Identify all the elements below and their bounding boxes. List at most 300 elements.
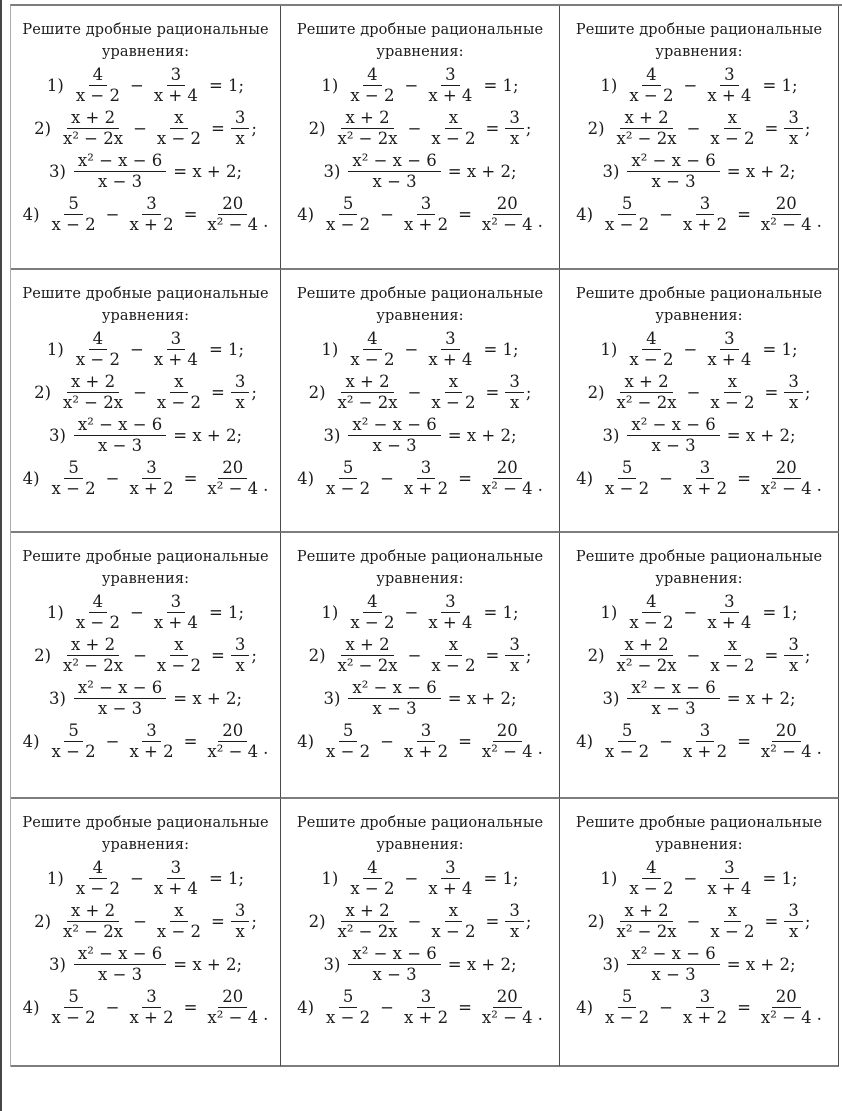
numerator: x + 2 — [620, 902, 672, 922]
numerator: 3 — [696, 459, 715, 479]
fraction — [125, 195, 177, 234]
fraction — [231, 373, 250, 412]
numerator: x² − x − 6 — [74, 945, 166, 965]
minus-operator: − — [105, 731, 120, 751]
equation-3 — [11, 677, 280, 720]
minus-operator: − — [686, 645, 701, 665]
fraction — [505, 636, 524, 675]
numerator: 3 — [505, 636, 524, 656]
equation-4-number: 4) — [576, 204, 594, 224]
equation-3 — [281, 677, 559, 720]
numerator: 4 — [363, 859, 382, 879]
equation-1 — [281, 857, 559, 900]
denominator: x + 4 — [428, 612, 473, 632]
minus-operator: − — [407, 118, 422, 138]
minus-operator: − — [659, 204, 673, 224]
fraction — [601, 459, 653, 498]
numerator: x — [170, 636, 187, 656]
fraction — [322, 459, 374, 498]
fraction — [59, 109, 127, 148]
fraction — [679, 195, 731, 234]
denominator: x + 2 — [129, 1007, 174, 1027]
worksheet-cell — [281, 270, 560, 533]
denominator: x − 3 — [98, 435, 143, 455]
equation-1-number: 1) — [46, 868, 64, 888]
equals-operator: = — [211, 118, 225, 138]
fraction — [334, 109, 402, 148]
fraction — [625, 859, 677, 898]
numerator: 20 — [218, 195, 247, 215]
numerator: 3 — [231, 902, 250, 922]
numerator: 4 — [642, 593, 661, 613]
equation-rhs: = x + 2; — [726, 161, 796, 181]
equals-operator: = — [737, 731, 751, 751]
fraction — [627, 152, 719, 191]
fraction — [150, 859, 202, 898]
title-line-1: Решите дробные рациональные — [575, 286, 823, 302]
worksheet-grid — [10, 4, 842, 1067]
denominator: x + 2 — [682, 1007, 728, 1027]
fraction — [153, 636, 205, 675]
minus-operator: − — [683, 75, 698, 95]
fraction — [346, 859, 398, 898]
fraction — [72, 66, 124, 105]
denominator: x − 2 — [326, 1007, 371, 1027]
equation-1-number: 1) — [321, 339, 339, 359]
equation-rhs: = x + 2; — [447, 954, 517, 974]
numerator: 3 — [784, 636, 803, 656]
denominator: x + 4 — [428, 85, 473, 105]
fraction — [348, 945, 440, 984]
minus-operator: − — [686, 118, 701, 138]
equals-operator: = — [211, 645, 225, 665]
fraction — [627, 679, 719, 718]
fraction — [757, 459, 816, 498]
equation-4 — [560, 720, 838, 763]
title-line-2: уравнения: — [376, 307, 464, 324]
numerator: 5 — [64, 722, 83, 742]
equation-4 — [11, 720, 280, 763]
fraction — [427, 109, 479, 148]
equation-terminator: ; — [525, 911, 532, 931]
equals-operator: = — [764, 645, 779, 665]
denominator: x − 2 — [431, 655, 476, 675]
equals-operator: = — [737, 204, 751, 224]
denominator: x − 2 — [350, 349, 395, 369]
denominator: x + 4 — [153, 85, 198, 105]
equation-2 — [11, 634, 280, 677]
equation-3 — [560, 150, 838, 193]
equation-2-number: 2) — [587, 382, 605, 402]
equals-operator: = — [764, 382, 779, 402]
numerator: x + 2 — [67, 109, 119, 129]
fraction — [706, 109, 758, 148]
minus-operator: − — [407, 382, 422, 402]
equation-2-number: 2) — [587, 118, 605, 138]
equation-4 — [281, 720, 559, 763]
title-line-2: уравнения: — [101, 570, 190, 587]
denominator: x − 3 — [372, 435, 417, 455]
minus-operator: − — [133, 382, 147, 402]
equals-operator: = — [458, 204, 472, 224]
fraction — [334, 636, 402, 675]
equals-operator: = — [485, 118, 500, 138]
denominator: x − 2 — [75, 85, 120, 105]
fraction — [679, 988, 731, 1027]
equation-3-number: 3) — [602, 954, 620, 974]
equation-2-number: 2) — [587, 911, 605, 931]
numerator: 3 — [142, 722, 161, 742]
denominator: x² − 2x — [63, 921, 124, 941]
fraction — [48, 459, 100, 498]
numerator: x — [724, 902, 741, 922]
minus-operator: − — [683, 602, 698, 622]
denominator: x − 2 — [710, 921, 755, 941]
equation-4 — [11, 193, 280, 236]
numerator: 5 — [64, 459, 83, 479]
equation-3-number: 3) — [602, 425, 620, 445]
equation-1 — [11, 64, 280, 107]
equation-1 — [560, 328, 838, 371]
equals-operator: = — [183, 731, 198, 751]
equation-3-number: 3) — [323, 688, 341, 708]
equation-rhs: = 1; — [208, 75, 245, 95]
equation-2-number: 2) — [308, 645, 326, 665]
worksheet-title — [11, 547, 280, 591]
numerator: 4 — [89, 593, 108, 613]
numerator: x — [445, 902, 462, 922]
equation-4-number: 4) — [22, 997, 40, 1017]
numerator: 4 — [89, 859, 108, 879]
numerator: 3 — [417, 195, 436, 215]
equation-terminator: ; — [525, 382, 532, 402]
title-line-2: уравнения: — [655, 43, 743, 60]
title-line-2: уравнения: — [655, 836, 743, 853]
numerator: 3 — [784, 902, 803, 922]
denominator: x − 2 — [51, 741, 96, 761]
equation-3-number: 3) — [323, 425, 341, 445]
equation-3 — [560, 943, 838, 986]
numerator: x + 2 — [341, 109, 393, 129]
denominator: x − 2 — [431, 921, 476, 941]
fraction — [59, 636, 127, 675]
denominator: x² − 4 — [207, 1007, 259, 1027]
numerator: 3 — [167, 593, 186, 613]
equation-1-number: 1) — [321, 75, 339, 95]
denominator: x − 2 — [326, 741, 371, 761]
fraction — [125, 988, 177, 1027]
fraction — [784, 373, 803, 412]
worksheet-cell — [11, 533, 281, 799]
minus-operator: − — [380, 731, 394, 751]
denominator: x² − 4 — [760, 478, 812, 498]
title-line-1: Решите дробные рациональные — [296, 286, 544, 302]
fraction — [322, 988, 374, 1027]
numerator: 20 — [218, 988, 247, 1008]
equation-1 — [281, 328, 559, 371]
worksheet-title — [11, 20, 280, 64]
denominator: x − 2 — [629, 612, 674, 632]
equation-4-number: 4) — [297, 468, 315, 488]
denominator: x + 2 — [403, 741, 449, 761]
equation-3 — [281, 943, 559, 986]
denominator: x + 2 — [129, 478, 174, 498]
equation-rhs: = 1; — [762, 75, 798, 95]
fraction — [348, 679, 440, 718]
equation-1 — [560, 64, 838, 107]
fraction — [613, 636, 681, 675]
numerator: 3 — [720, 66, 739, 86]
worksheet-title — [281, 547, 559, 591]
equals-operator: = — [737, 468, 751, 488]
numerator: 20 — [218, 722, 247, 742]
worksheet-cell — [560, 270, 839, 533]
numerator: 4 — [363, 66, 382, 86]
denominator: x − 3 — [651, 171, 696, 191]
equation-terminator: . — [816, 475, 822, 495]
fraction — [424, 66, 476, 105]
equation-terminator: ; — [251, 645, 257, 665]
numerator: 20 — [218, 459, 247, 479]
numerator: x — [724, 109, 741, 129]
fraction — [703, 859, 755, 898]
denominator: x² − 4 — [760, 741, 812, 761]
numerator: x + 2 — [341, 373, 393, 393]
equation-4-number: 4) — [576, 997, 594, 1017]
equation-3 — [11, 414, 280, 457]
page-left-edge — [0, 0, 2, 1111]
numerator: 3 — [720, 859, 739, 879]
fraction — [427, 902, 479, 941]
equation-1 — [560, 591, 838, 634]
equation-terminator: ; — [804, 645, 811, 665]
numerator: 3 — [231, 373, 250, 393]
equation-rhs: = x + 2; — [173, 688, 243, 708]
denominator: x + 4 — [428, 878, 473, 898]
numerator: 3 — [167, 330, 186, 350]
denominator: x — [235, 392, 245, 412]
numerator: x + 2 — [67, 636, 119, 656]
fraction — [400, 195, 452, 234]
fraction — [478, 988, 537, 1027]
equation-3 — [560, 677, 838, 720]
denominator: x − 2 — [350, 85, 395, 105]
denominator: x² − 4 — [207, 214, 259, 234]
equation-4-number: 4) — [297, 731, 315, 751]
equation-rhs: = x + 2; — [726, 425, 796, 445]
numerator: 3 — [696, 195, 715, 215]
equation-3-number: 3) — [602, 688, 620, 708]
denominator: x − 2 — [629, 85, 674, 105]
equation-rhs: = 1; — [483, 868, 519, 888]
minus-operator: − — [380, 204, 394, 224]
equation-2-number: 2) — [34, 382, 52, 402]
equation-terminator: ; — [525, 645, 532, 665]
denominator: x² − 4 — [207, 741, 259, 761]
equation-4 — [281, 193, 559, 236]
equation-1-number: 1) — [600, 868, 618, 888]
title-line-1: Решите дробные рациональные — [296, 549, 544, 565]
worksheet-cell — [281, 533, 560, 799]
equation-2 — [560, 900, 838, 943]
denominator: x − 2 — [156, 921, 202, 941]
numerator: x² − x − 6 — [348, 679, 440, 699]
numerator: 3 — [505, 902, 524, 922]
numerator: x² − x − 6 — [348, 152, 440, 172]
numerator: x² − x − 6 — [348, 416, 440, 436]
denominator: x² − 2x — [337, 921, 398, 941]
denominator: x − 3 — [372, 171, 417, 191]
title-line-2: уравнения: — [655, 570, 743, 587]
denominator: x² − 2x — [63, 655, 124, 675]
worksheet-cell — [11, 270, 281, 533]
numerator: 3 — [231, 636, 250, 656]
fraction — [424, 330, 476, 369]
equation-1 — [11, 328, 280, 371]
equation-1 — [281, 64, 559, 107]
fraction — [478, 459, 537, 498]
denominator: x — [509, 128, 520, 148]
denominator: x + 4 — [707, 612, 752, 632]
title-line-2: уравнения: — [376, 43, 464, 60]
denominator: x − 2 — [326, 478, 371, 498]
equals-operator: = — [764, 911, 779, 931]
denominator: x − 2 — [326, 214, 371, 234]
worksheet-cell — [281, 799, 560, 1067]
fraction — [203, 988, 262, 1027]
equation-terminator: ; — [804, 118, 811, 138]
denominator: x² − 4 — [481, 214, 533, 234]
fraction — [203, 459, 262, 498]
equation-1-number: 1) — [321, 602, 339, 622]
worksheet-title — [281, 20, 559, 64]
numerator: x + 2 — [620, 636, 672, 656]
equation-2-number: 2) — [308, 382, 326, 402]
equation-4 — [560, 457, 838, 500]
fraction — [150, 593, 202, 632]
denominator: x − 3 — [98, 964, 143, 984]
minus-operator: − — [129, 339, 144, 359]
title-line-2: уравнения: — [101, 307, 190, 324]
equation-3-number: 3) — [48, 161, 66, 181]
fraction — [400, 988, 452, 1027]
numerator: 3 — [441, 859, 460, 879]
worksheet-title — [560, 284, 838, 328]
denominator: x + 2 — [129, 741, 174, 761]
denominator: x — [509, 655, 520, 675]
numerator: x — [445, 636, 462, 656]
denominator: x − 2 — [710, 392, 755, 412]
equation-3-number: 3) — [48, 425, 66, 445]
numerator: 3 — [441, 330, 460, 350]
numerator: 3 — [696, 722, 715, 742]
fraction — [125, 459, 177, 498]
numerator: 3 — [417, 459, 436, 479]
equation-terminator: . — [263, 475, 269, 495]
denominator: x − 2 — [156, 128, 202, 148]
numerator: x² − x − 6 — [74, 152, 166, 172]
equation-2 — [560, 107, 838, 150]
equation-rhs: = x + 2; — [726, 688, 796, 708]
title-line-2: уравнения: — [376, 836, 464, 853]
equation-terminator: ; — [804, 911, 811, 931]
fraction — [478, 722, 537, 761]
fraction — [153, 373, 205, 412]
equation-3 — [281, 414, 559, 457]
worksheet-title — [11, 284, 280, 328]
equation-rhs: = x + 2; — [726, 954, 796, 974]
equation-rhs: = 1; — [483, 602, 519, 622]
fraction — [757, 722, 816, 761]
equation-2-number: 2) — [308, 911, 326, 931]
equation-2 — [281, 371, 559, 414]
fraction — [400, 722, 452, 761]
denominator: x² − 4 — [760, 214, 812, 234]
denominator: x − 3 — [98, 171, 143, 191]
denominator: x + 2 — [682, 478, 728, 498]
denominator: x − 3 — [98, 698, 143, 718]
equation-2-number: 2) — [308, 118, 326, 138]
equation-terminator: . — [537, 475, 543, 495]
numerator: 20 — [772, 988, 801, 1008]
worksheet-title — [560, 20, 838, 64]
title-line-2: уравнения: — [376, 570, 464, 587]
equation-1-number: 1) — [600, 75, 618, 95]
numerator: 20 — [493, 722, 522, 742]
numerator: 3 — [142, 459, 161, 479]
equation-rhs: = 1; — [762, 868, 798, 888]
equation-4-number: 4) — [576, 731, 594, 751]
denominator: x − 2 — [605, 214, 650, 234]
numerator: 3 — [441, 593, 460, 613]
numerator: 3 — [720, 330, 739, 350]
equation-4 — [560, 986, 838, 1029]
denominator: x − 3 — [651, 964, 696, 984]
title-line-2: уравнения: — [101, 836, 190, 853]
fraction — [59, 373, 127, 412]
equation-rhs: = 1; — [762, 339, 798, 359]
worksheet-cell — [560, 799, 839, 1067]
denominator: x + 4 — [153, 612, 198, 632]
denominator: x — [788, 128, 799, 148]
denominator: x − 2 — [156, 655, 202, 675]
equation-terminator: ; — [251, 118, 257, 138]
equals-operator: = — [183, 204, 198, 224]
equation-terminator: . — [537, 738, 543, 758]
fraction — [505, 902, 524, 941]
minus-operator: − — [380, 468, 394, 488]
numerator: 4 — [642, 66, 661, 86]
worksheet-title — [281, 813, 559, 857]
fraction — [703, 66, 755, 105]
denominator: x − 2 — [350, 878, 395, 898]
minus-operator: − — [133, 645, 147, 665]
equals-operator: = — [764, 118, 779, 138]
numerator: 3 — [505, 373, 524, 393]
numerator: 3 — [784, 373, 803, 393]
denominator: x − 2 — [75, 878, 120, 898]
minus-operator: − — [129, 602, 144, 622]
numerator: x — [445, 373, 462, 393]
fraction — [348, 152, 440, 191]
denominator: x² − 4 — [481, 478, 533, 498]
minus-operator: − — [105, 997, 120, 1017]
fraction — [153, 109, 205, 148]
equation-rhs: = x + 2; — [447, 425, 517, 445]
equation-rhs: = x + 2; — [447, 161, 517, 181]
numerator: 5 — [618, 459, 637, 479]
denominator: x − 2 — [431, 128, 476, 148]
